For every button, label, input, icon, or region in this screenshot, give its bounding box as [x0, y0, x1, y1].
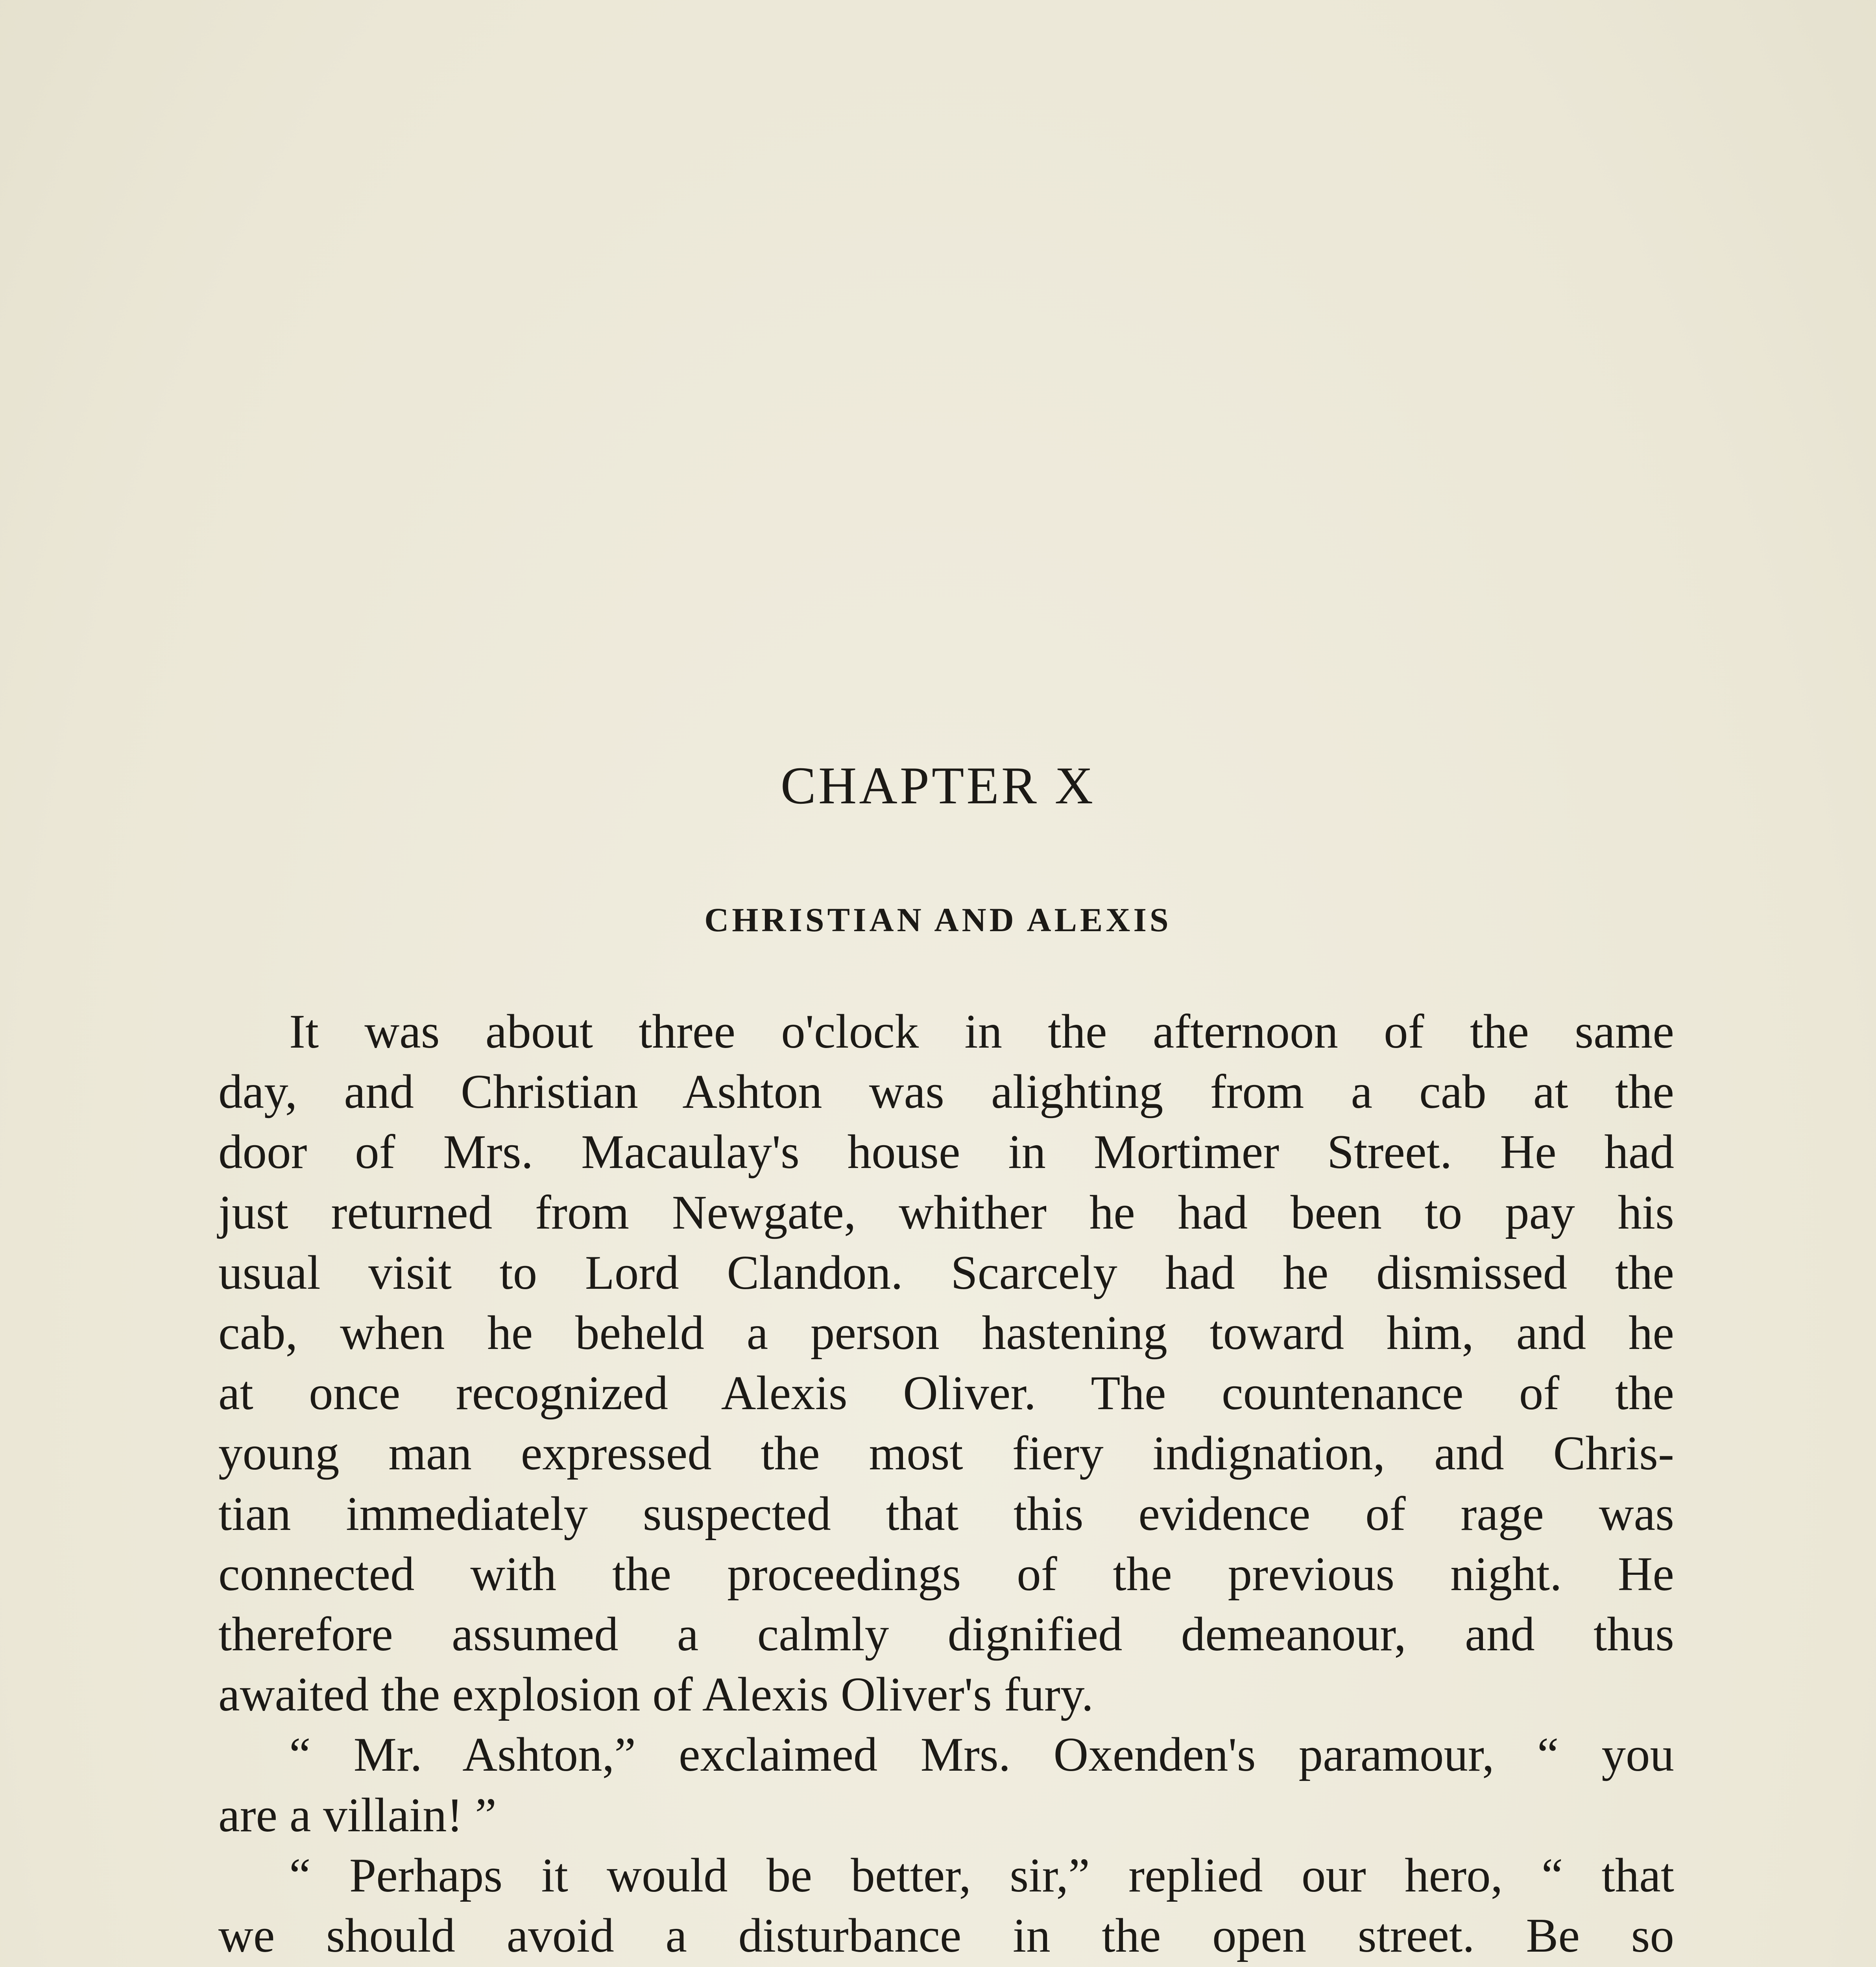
- text-line: tian immediately suspected that this evidence of rage was: [218, 1486, 1674, 1541]
- text-line: we should avoid a disturbance in the open street. Be so: [218, 1908, 1674, 1963]
- text-line: connected with the proceedings of the previous night. He: [218, 1546, 1674, 1601]
- text-line: “ Perhaps it would be better, sir,” replied our hero, “ that: [289, 1848, 1674, 1902]
- chapter-title: CHAPTER X: [780, 757, 1096, 815]
- text-line: awaited the explosion of Alexis Oliver's fury.: [218, 1667, 1094, 1722]
- text-line: are a villain! ”: [218, 1788, 497, 1842]
- text-line: It was about three o'clock in the afternoon of the same: [289, 1004, 1674, 1058]
- text-line: door of Mrs. Macaulay's house in Mortimer Street. He had: [218, 1125, 1674, 1179]
- text-line: young man expressed the most fiery indignation, and Chris-: [218, 1426, 1674, 1480]
- text-line: “ Mr. Ashton,” exclaimed Mrs. Oxenden's paramour, “ you: [289, 1727, 1674, 1782]
- body-text: [218, 1001, 1674, 1967]
- chapter-subtitle: CHRISTIAN AND ALEXIS: [704, 901, 1172, 939]
- paragraph: [218, 1845, 1674, 1967]
- text-line: at once recognized Alexis Oliver. The countenance of the: [218, 1366, 1674, 1420]
- text-line: cab, when he beheld a person hastening toward him, and he: [218, 1306, 1674, 1360]
- paragraph: [218, 1001, 1674, 1724]
- text-line: day, and Christian Ashton was alighting from a cab at the: [218, 1065, 1674, 1119]
- text-line: [218, 1965, 1674, 1967]
- text-line: just returned from Newgate, whither he had been to pay his: [218, 1185, 1674, 1239]
- paragraph: [218, 1724, 1674, 1845]
- text-line: usual visit to Lord Clandon. Scarcely had he dismissed the: [218, 1245, 1674, 1299]
- text-line: therefore assumed a calmly dignified demeanour, and thus: [218, 1607, 1674, 1661]
